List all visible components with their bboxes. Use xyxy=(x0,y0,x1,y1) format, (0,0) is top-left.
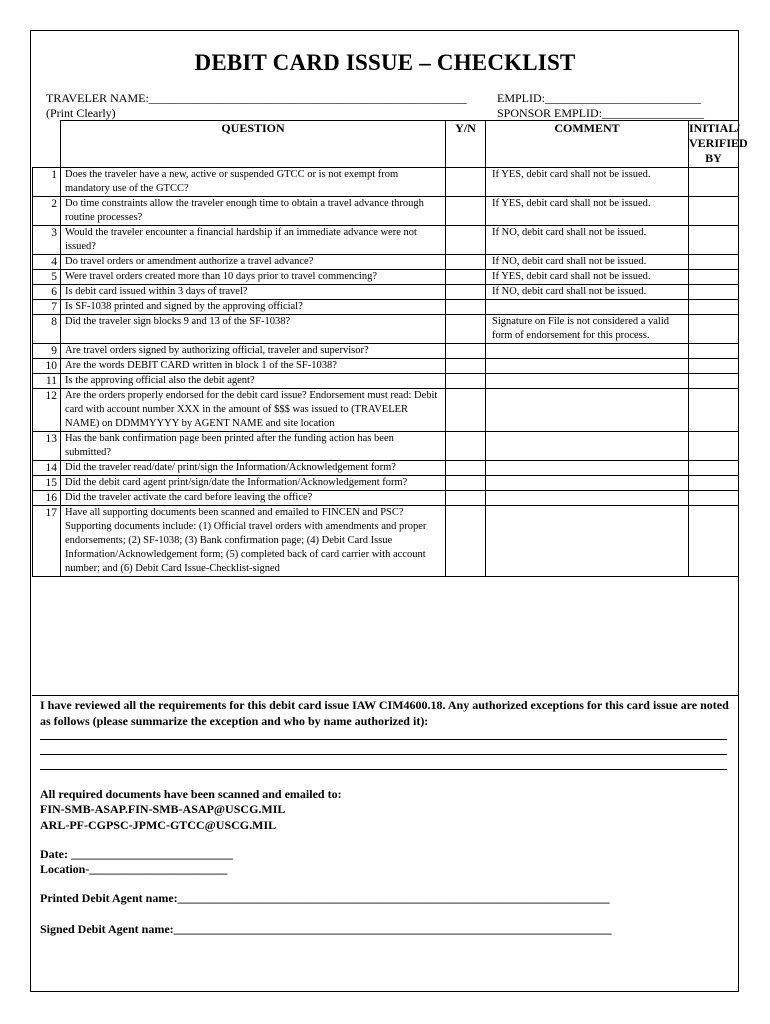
initial-cell[interactable] xyxy=(689,359,739,374)
table-row xyxy=(33,197,739,226)
initial-cell[interactable] xyxy=(689,432,739,461)
comment-text xyxy=(486,461,689,476)
comment-text xyxy=(486,359,689,374)
initial-cell[interactable] xyxy=(689,344,739,359)
comment-text xyxy=(486,389,689,432)
yn-cell[interactable] xyxy=(446,389,486,432)
comment-text: If NO, debit card shall not be issued. xyxy=(486,255,689,270)
yn-cell[interactable] xyxy=(446,359,486,374)
table-row xyxy=(33,389,739,432)
yn-cell[interactable] xyxy=(446,197,486,226)
printed-agent-row xyxy=(40,891,730,906)
initial-cell[interactable] xyxy=(689,506,739,577)
location-field[interactable]: _______________________ xyxy=(89,862,228,876)
exception-line-3[interactable] xyxy=(40,769,727,770)
initial-cell[interactable] xyxy=(689,197,739,226)
comment-text: If NO, debit card shall not be issued. xyxy=(486,285,689,300)
yn-cell[interactable] xyxy=(446,300,486,315)
yn-cell[interactable] xyxy=(446,344,486,359)
initial-cell[interactable] xyxy=(689,226,739,255)
sponsor-emplid-field[interactable]: _________________ xyxy=(602,106,705,120)
initial-cell[interactable] xyxy=(689,461,739,476)
row-number: 12 xyxy=(33,389,61,432)
table-row xyxy=(33,300,739,315)
comment-text: If NO, debit card shall not be issued. xyxy=(486,226,689,255)
sponsor-emplid-label: SPONSOR EMPLID: xyxy=(497,106,603,120)
initial-cell[interactable] xyxy=(689,300,739,315)
emailed-to-label: All required documents have been scanned and emailed to: xyxy=(40,787,342,801)
row-number: 15 xyxy=(33,476,61,491)
question-text: Are travel orders signed by authorizing official, traveler and supervisor? xyxy=(61,344,446,359)
yn-cell[interactable] xyxy=(446,285,486,300)
traveler-name-row xyxy=(46,91,467,106)
checklist-table xyxy=(32,120,748,577)
question-text: Is SF-1038 printed and signed by the approving official? xyxy=(61,300,446,315)
table-row xyxy=(33,285,739,300)
comment-text: If YES, debit card shall not be issued. xyxy=(486,197,689,226)
table-row xyxy=(33,374,739,389)
sponsor-emplid-row xyxy=(497,106,704,121)
row-number: 16 xyxy=(33,491,61,506)
comment-text xyxy=(486,476,689,491)
emplid-label: EMPLID: xyxy=(497,91,545,105)
signed-agent-label: Signed Debit Agent name: xyxy=(40,922,174,936)
row-number: 6 xyxy=(33,285,61,300)
yn-cell[interactable] xyxy=(446,315,486,344)
question-text: Did the traveler activate the card before leaving the office? xyxy=(61,491,446,506)
row-number: 7 xyxy=(33,300,61,315)
comment-text: If YES, debit card shall not be issued. xyxy=(486,270,689,285)
comment-text xyxy=(486,300,689,315)
comment-text: Signature on File is not considered a valid form of endorsement for this process. xyxy=(486,315,689,344)
comment-text xyxy=(486,344,689,359)
table-header-row xyxy=(33,121,739,168)
location-row xyxy=(40,862,730,877)
printed-agent-label: Printed Debit Agent name: xyxy=(40,891,178,905)
comment-header: COMMENT xyxy=(486,121,689,168)
question-header: QUESTION xyxy=(61,121,446,168)
row-number: 1 xyxy=(33,168,61,197)
comment-text xyxy=(486,491,689,506)
question-text: Is debit card issued within 3 days of travel? xyxy=(61,285,446,300)
question-text: Have all supporting documents been scanned and emailed to FINCEN and PSC? Supporting documents include: (1) Official travel orders with amendments and proper endorsements; (2) SF-1038; (3) Bank confirmation page; (4) Debit Card Issue Information/Acknowledgement form; (5) completed back of card carrier with account number; and (6) Debit Card Issue-Checklist-signed xyxy=(61,506,446,577)
initial-cell[interactable] xyxy=(689,270,739,285)
initial-cell[interactable] xyxy=(689,285,739,300)
traveler-name-label: TRAVELER NAME: xyxy=(46,91,149,105)
table-bottom-rule xyxy=(32,695,738,696)
exception-line-2[interactable] xyxy=(40,754,727,755)
initial-cell[interactable] xyxy=(689,491,739,506)
question-text: Has the bank confirmation page been printed after the funding action has been submitted? xyxy=(61,432,446,461)
row-number: 3 xyxy=(33,226,61,255)
initial-cell[interactable] xyxy=(689,315,739,344)
row-number: 17 xyxy=(33,506,61,577)
yn-cell[interactable] xyxy=(446,491,486,506)
table-row xyxy=(33,359,739,374)
yn-cell[interactable] xyxy=(446,168,486,197)
table-row xyxy=(33,168,739,197)
row-number: 4 xyxy=(33,255,61,270)
table-row xyxy=(33,506,739,577)
initial-cell[interactable] xyxy=(689,255,739,270)
question-text: Were travel orders created more than 10 days prior to travel commencing? xyxy=(61,270,446,285)
date-field[interactable]: ___________________________ xyxy=(70,847,233,861)
exception-line-1[interactable] xyxy=(40,739,727,740)
question-text: Do time constraints allow the traveler enough time to obtain a travel advance through routine processes? xyxy=(61,197,446,226)
yn-cell[interactable] xyxy=(446,476,486,491)
table-row xyxy=(33,226,739,255)
email-address-2[interactable]: ARL-PF-CGPSC-JPMC-GTCC@USCG.MIL xyxy=(40,818,277,832)
printed-agent-field[interactable]: ________________________________________________________________________ xyxy=(177,891,610,905)
initial-cell[interactable] xyxy=(689,168,739,197)
table-row xyxy=(33,461,739,476)
yn-cell[interactable] xyxy=(446,432,486,461)
initial-cell[interactable] xyxy=(689,476,739,491)
row-number: 11 xyxy=(33,374,61,389)
table-row xyxy=(33,315,739,344)
signed-agent-row xyxy=(40,922,730,937)
table-row xyxy=(33,491,739,506)
email-address-1[interactable]: FIN-SMB-ASAP.FIN-SMB-ASAP@USCG.MIL xyxy=(40,802,286,816)
question-text: Would the traveler encounter a financial hardship if an immediate advance were not issued? xyxy=(61,226,446,255)
row-number: 5 xyxy=(33,270,61,285)
traveler-name-field[interactable]: _____________________________________________________ xyxy=(148,91,467,105)
emplid-row xyxy=(497,91,701,106)
row-number: 13 xyxy=(33,432,61,461)
print-clearly-note: (Print Clearly) xyxy=(46,106,116,120)
initial-header: INITIAL/ VERIFIED BY xyxy=(689,121,739,168)
form-title: DEBIT CARD ISSUE – CHECKLIST xyxy=(194,50,576,75)
comment-text: If YES, debit card shall not be issued. xyxy=(486,168,689,197)
comment-text xyxy=(486,432,689,461)
date-label: Date: xyxy=(40,847,71,861)
row-number: 8 xyxy=(33,315,61,344)
row-number: 14 xyxy=(33,461,61,476)
yn-cell[interactable] xyxy=(446,255,486,270)
question-text: Is the approving official also the debit agent? xyxy=(61,374,446,389)
question-text: Did the traveler read/date/ print/sign the Information/Acknowledgement form? xyxy=(61,461,446,476)
row-number: 9 xyxy=(33,344,61,359)
question-text: Do travel orders or amendment authorize a travel advance? xyxy=(61,255,446,270)
comment-text xyxy=(486,506,689,577)
question-text: Are the words DEBIT CARD written in block 1 of the SF-1038? xyxy=(61,359,446,374)
row-number: 10 xyxy=(33,359,61,374)
yn-header: Y/N xyxy=(446,121,486,168)
question-text: Did the traveler sign blocks 9 and 13 of the SF-1038? xyxy=(61,315,446,344)
table-row xyxy=(33,344,739,359)
table-row xyxy=(33,432,739,461)
yn-cell[interactable] xyxy=(446,461,486,476)
date-row xyxy=(40,847,730,862)
row-number: 2 xyxy=(33,197,61,226)
table-row xyxy=(33,255,739,270)
yn-cell[interactable] xyxy=(446,374,486,389)
yn-cell[interactable] xyxy=(446,226,486,255)
signed-agent-field[interactable]: _________________________________________________________________________ xyxy=(173,922,612,936)
table-row xyxy=(33,476,739,491)
location-label: Location- xyxy=(40,862,90,876)
yn-cell[interactable] xyxy=(446,506,486,577)
question-text: Did the debit card agent print/sign/date the Information/Acknowledgement form? xyxy=(61,476,446,491)
yn-cell[interactable] xyxy=(446,270,486,285)
question-text: Does the traveler have a new, active or suspended GTCC or is not exempt from mandatory use of the GTCC? xyxy=(61,168,446,197)
table-row xyxy=(33,270,739,285)
review-statement: I have reviewed all the requirements for this debit card issue IAW CIM4600.18. Any authorized exceptions for this card issue are noted as follows (please summarize the exception and who by name authorized it): xyxy=(40,698,729,728)
question-text: Are the orders properly endorsed for the debit card issue? Endorsement must read: Debit card with account number XXX in the amount of $$$ was issued to (TRAVELER NAME) on DDMMYYYY by AGENT NAME and site location xyxy=(61,389,446,432)
emplid-field[interactable]: __________________________ xyxy=(545,91,701,105)
comment-text xyxy=(486,374,689,389)
initial-cell[interactable] xyxy=(689,374,739,389)
num-header xyxy=(33,121,61,168)
initial-cell[interactable] xyxy=(689,389,739,432)
